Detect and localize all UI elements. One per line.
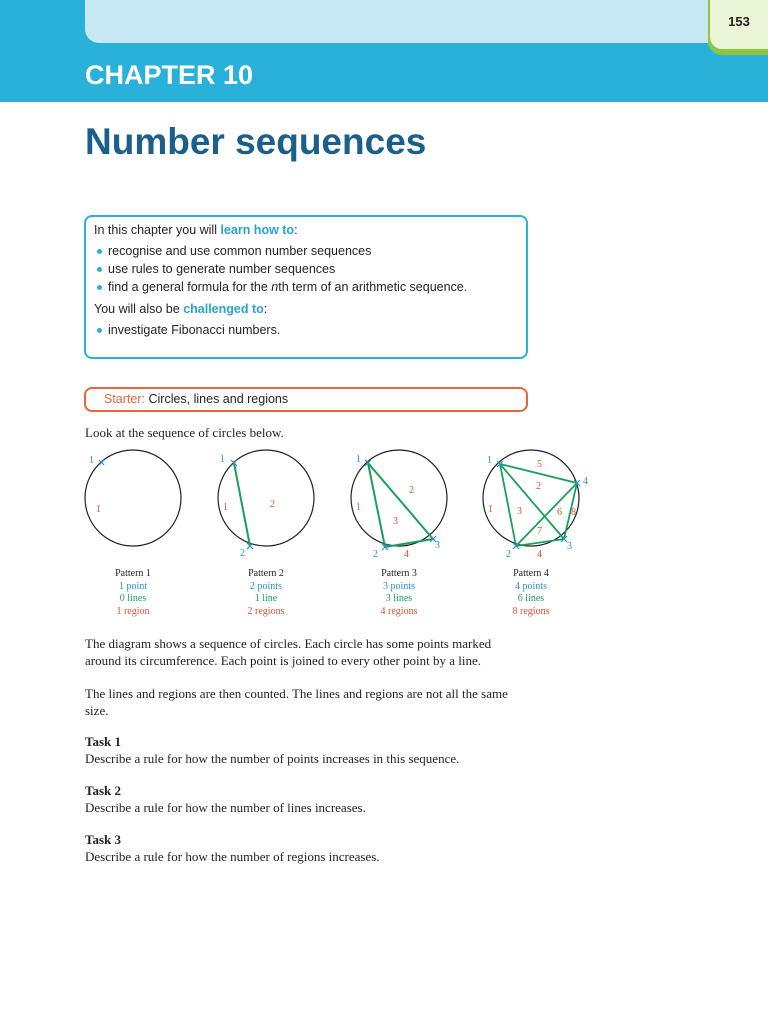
pattern-regions: 1 region [116,605,150,617]
region-label: 1 [223,502,228,513]
pattern-points: 1 point [118,580,148,592]
learning-objectives-box [84,215,528,359]
point-label: 1 [487,455,492,466]
challenge-list [94,321,518,339]
task-3 [85,831,525,865]
region-label: 2 [536,481,541,492]
region-label: 3 [393,516,398,527]
pattern-regions: 2 regions [247,605,285,617]
task-1 [85,733,525,767]
pattern-lines: 1 line [254,593,278,604]
task-2 [85,782,525,816]
pattern-1-figure [85,450,181,546]
pattern-1-caption [83,568,183,618]
region-label: 4 [537,549,542,560]
challenge-intro-text: You will also be [94,302,184,316]
challenged-to-highlight: challenged to [183,302,264,316]
region-label: 7 [537,526,542,537]
pattern-lines: 0 lines [119,593,147,604]
task-title: Task 3 [85,832,122,847]
starter-tag: Starter: [104,392,145,406]
point-label: 1 [89,455,94,466]
chapter-label: CHAPTER 10 [85,60,254,90]
learn-how-to-highlight: learn how to [220,223,295,237]
pattern-3-figure [351,450,447,560]
region-label: 6 [557,507,562,518]
pattern-name: Pattern 3 [381,568,417,579]
task-title: Task 2 [85,783,122,798]
pattern-name: Pattern 4 [513,568,549,579]
objective-item: recognise and use common number sequences [94,242,518,260]
pattern-2-figure [218,450,314,559]
pattern-lines: 3 lines [385,593,413,604]
point-label: 3 [435,540,440,551]
challenge-item: investigate Fibonacci numbers. [94,321,518,339]
pattern-regions: 8 regions [512,605,550,617]
region-label: 2 [270,499,275,510]
point-label: 2 [506,549,511,560]
page-number: 153 [728,14,750,29]
task-text: Describe a rule for how the number of points increases in this sequence. [85,751,460,766]
task-text: Describe a rule for how the number of regions increases. [85,849,380,864]
pattern-3-caption [349,568,449,618]
objective-item [94,278,518,296]
starter-title: Circles, lines and regions [145,392,289,406]
chapter-title: Number sequences [85,121,427,162]
intro-text: Look at the sequence of circles below. [85,425,284,440]
objectives-list [94,242,518,296]
pattern-points: 3 points [383,580,415,592]
pattern-lines: 6 lines [517,593,545,604]
objectives-intro-text: In this chapter you will [94,223,221,237]
pattern-points: 2 points [250,580,282,592]
region-label: 4 [404,549,409,560]
starter-box [84,387,528,412]
circles-diagram [80,448,600,568]
paragraph-lines-regions: The lines and regions are then counted. The lines and regions are not all the same size. [85,686,508,718]
task-text: Describe a rule for how the number of lines increases. [85,800,366,815]
point-label: 2 [373,549,378,560]
challenge-intro [94,300,518,318]
pattern-regions: 4 regions [380,605,418,617]
pattern-points: 4 points [515,580,547,592]
region-label: 1 [488,504,493,515]
objectives-intro-colon: : [294,223,298,237]
objective-italic-n: n [271,280,279,294]
pattern-2-caption [216,568,316,618]
objectives-intro [94,221,518,239]
pattern-4-caption [481,568,581,618]
header-tab [85,0,768,43]
point-label: 1 [356,454,361,465]
pattern-name: Pattern 1 [115,568,151,579]
point-label: 2 [240,548,245,559]
challenge-intro-colon: : [263,302,268,316]
objective-text: th term of an arithmetic sequence. [278,280,468,294]
pattern-name: Pattern 2 [248,568,284,579]
point-label: 1 [220,454,225,465]
region-label: 3 [517,506,522,517]
region-label: 1 [96,504,101,515]
objective-text: find a general formula for the [108,280,272,294]
point-marker [99,460,104,465]
point-label: 4 [583,476,588,487]
region-label: 5 [537,459,542,470]
task-title: Task 1 [85,734,122,749]
region-label: 8 [571,507,576,518]
pattern-2-line [234,463,250,546]
point-label: 3 [567,541,572,552]
region-label: 2 [409,485,414,496]
pattern-3-lines [368,463,433,547]
objective-item: use rules to generate number sequences [94,260,518,278]
pattern-4-figure [483,450,588,560]
region-label: 1 [356,502,361,513]
paragraph-diagram-description: The diagram shows a sequence of circles. Each circle has some points marked around its circumference. Each point is joined to every other point by a line. [85,636,492,668]
